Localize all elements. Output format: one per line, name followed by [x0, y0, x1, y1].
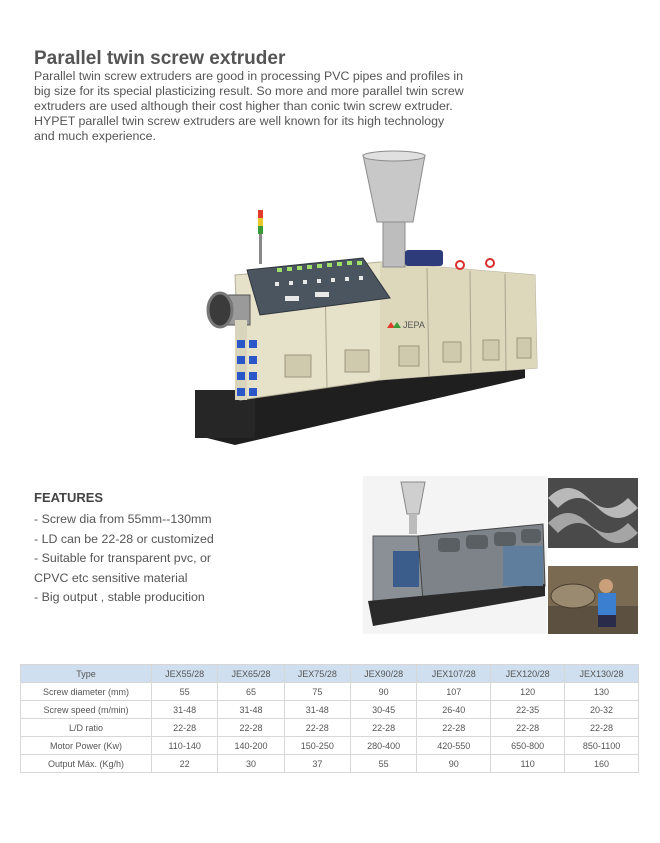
table-cell: 22: [152, 755, 218, 773]
table-header-cell: JEX130/28: [565, 665, 639, 683]
table-header-cell: JEX55/28: [152, 665, 218, 683]
table-cell: 107: [417, 683, 491, 701]
table-cell: 20-32: [565, 701, 639, 719]
table-header-cell: Type: [21, 665, 152, 683]
table-cell: Screw speed (m/min): [21, 701, 152, 719]
table-cell: L/D ratio: [21, 719, 152, 737]
intro-paragraph: Parallel twin screw extruders are good in processing PVC pipes and profiles in big size for its special plasticizing result. So more and more parallel twin screw extruders are used although their cost higher than conic twin screw extruder. HYPET parallel twin screw extruders are well known for its high technology and much experience.: [34, 69, 464, 143]
table-cell: 26-40: [417, 701, 491, 719]
table-cell: 22-28: [491, 719, 565, 737]
table-header-cell: JEX90/28: [350, 665, 416, 683]
table-cell: 22-35: [491, 701, 565, 719]
table-row: [21, 683, 639, 701]
worker-photo: [548, 566, 638, 634]
table-cell: 120: [491, 683, 565, 701]
table-header-cell: JEX107/28: [417, 665, 491, 683]
table-cell: 150-250: [284, 737, 350, 755]
table-cell: 130: [565, 683, 639, 701]
table-cell: 280-400: [350, 737, 416, 755]
feature-item: - Big output , stable producition: [34, 590, 205, 604]
table-row: [21, 701, 639, 719]
table-cell: 110: [491, 755, 565, 773]
table-cell: 22-28: [565, 719, 639, 737]
table-cell: 75: [284, 683, 350, 701]
table-cell: 22-28: [284, 719, 350, 737]
table-row: [21, 737, 639, 755]
table-cell: 31-48: [152, 701, 218, 719]
table-cell: Motor Power (Kw): [21, 737, 152, 755]
page-title: Parallel twin screw extruder: [34, 48, 286, 69]
table-cell: 31-48: [218, 701, 284, 719]
table-cell: 30-45: [350, 701, 416, 719]
table-cell: 22-28: [152, 719, 218, 737]
table-cell: 650-800: [491, 737, 565, 755]
table-cell: 37: [284, 755, 350, 773]
table-cell: 22-28: [417, 719, 491, 737]
table-header-cell: JEX65/28: [218, 665, 284, 683]
table-cell: 55: [152, 683, 218, 701]
table-cell: 31-48: [284, 701, 350, 719]
extruder-line-photo: [363, 476, 547, 634]
features-list: [34, 510, 254, 608]
table-cell: 90: [417, 755, 491, 773]
table-cell: 22-28: [350, 719, 416, 737]
table-cell: 65: [218, 683, 284, 701]
table-cell: 850-1100: [565, 737, 639, 755]
spec-table: [20, 664, 639, 773]
table-cell: 140-200: [218, 737, 284, 755]
screw-closeup-photo: [548, 478, 638, 548]
table-row: [21, 755, 639, 773]
feature-item: - LD can be 22-28 or customized: [34, 531, 214, 546]
table-cell: Output Máx. (Kg/h): [21, 755, 152, 773]
table-row: [21, 719, 639, 737]
table-cell: 22-28: [218, 719, 284, 737]
feature-item: - Suitable for transparent pvc, or: [34, 551, 211, 565]
extruder-machine-image: [165, 150, 545, 450]
table-cell: Screw diameter (mm): [21, 683, 152, 701]
spec-header-row: [21, 665, 639, 683]
table-cell: 160: [565, 755, 639, 773]
features-title: FEATURES: [34, 490, 104, 505]
table-cell: 30: [218, 755, 284, 773]
table-header-cell: JEX120/28: [491, 665, 565, 683]
table-cell: 55: [350, 755, 416, 773]
feature-item: CPVC etc sensitive material: [34, 570, 188, 585]
brand-logo-text: JEPA: [403, 320, 425, 330]
table-header-cell: JEX75/28: [284, 665, 350, 683]
table-cell: 110-140: [152, 737, 218, 755]
feature-item: - Screw dia from 55mm--130mm: [34, 512, 212, 526]
table-cell: 90: [350, 683, 416, 701]
table-cell: 420-550: [417, 737, 491, 755]
